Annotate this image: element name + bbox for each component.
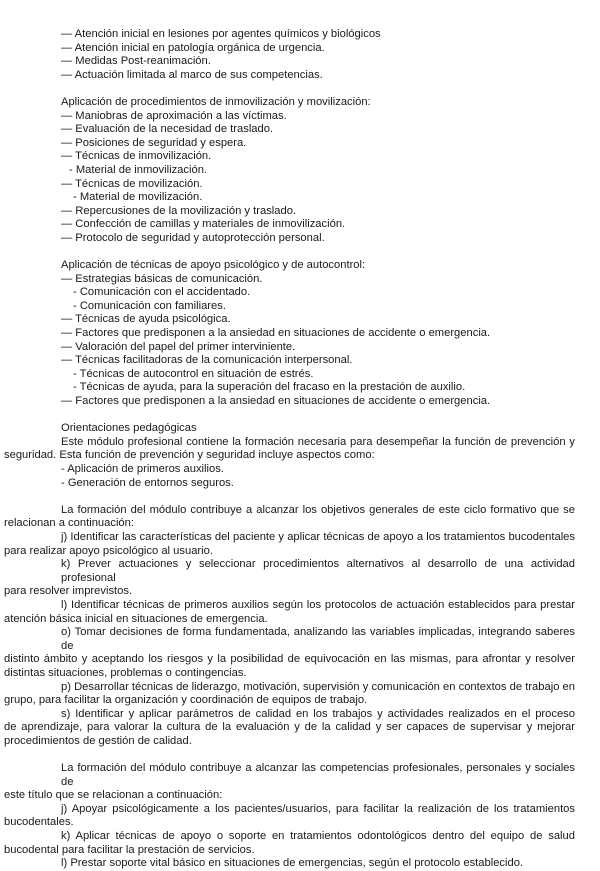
- paragraph-line: distinto ámbito y aceptando los riesgos y la posibilidad de equivocación en las mismas, para afrontar y resolver: [4, 653, 575, 666]
- section-heading: Orientaciones pedagógicas: [61, 422, 197, 435]
- paragraph-line: seguridad. Esta función de prevención y seguridad incluye aspectos como:: [4, 449, 375, 462]
- objective-item: k) Prever actuaciones y seleccionar procedimientos alternativos al desarrollo de una actividad profesional: [61, 558, 575, 584]
- list-item: — Posiciones de seguridad y espera.: [61, 136, 247, 149]
- paragraph-line: procedimientos de gestión de calidad.: [4, 734, 192, 747]
- objective-item: o) Tomar decisiones de forma fundamentada, analizando las variables implicadas, integrando saberes de: [61, 626, 575, 652]
- list-item: — Estrategias básicas de comunicación.: [61, 272, 263, 285]
- paragraph-line: atención básica inicial en situaciones de emergencia.: [4, 612, 268, 625]
- list-item: - Generación de entornos seguros.: [61, 476, 234, 489]
- orientaciones-section: [4, 422, 575, 490]
- objetivos-section: [4, 503, 575, 749]
- list-item: — Técnicas de ayuda psicológica.: [61, 313, 231, 326]
- paragraph-line: La formación del módulo contribuye a alcanzar las competencias profesionales, personales y sociales de: [61, 762, 575, 788]
- paragraph-line: La formación del módulo contribuye a alcanzar los objetivos generales de este ciclo formativo que se: [61, 503, 575, 516]
- list-item: — Atención inicial en patología orgánica de urgencia.: [61, 41, 325, 54]
- section-heading: Aplicación de procedimientos de inmovilización y movilización:: [61, 95, 371, 108]
- competency-item: l) Prestar soporte vital básico en situaciones de emergencias, según el protocolo establecido.: [61, 857, 524, 870]
- list-item: — Técnicas de inmovilización.: [61, 150, 212, 163]
- paragraph-line: para realizar apoyo psicológico al usuario.: [4, 544, 213, 557]
- list-item: — Actuación limitada al marco de sus competencias.: [61, 68, 323, 81]
- competencias-section: [4, 762, 575, 871]
- list-item: — Evaluación de la necesidad de traslado.: [61, 123, 274, 136]
- paragraph-line: distintas situaciones, problemas o contingencias.: [4, 666, 247, 679]
- list-subitem: - Comunicación con el accidentado.: [73, 286, 251, 299]
- paragraph-line: este título que se relacionan a continuación:: [4, 789, 223, 802]
- list-subitem: - Material de inmovilización.: [69, 163, 208, 176]
- list-subitem: - Comunicación con familiares.: [73, 299, 226, 312]
- list-item: — Factores que predisponen a la ansiedad en situaciones de accidente o emergencia.: [61, 327, 491, 340]
- paragraph-line: para resolver imprevistos.: [4, 585, 133, 598]
- list-item: — Técnicas facilitadoras de la comunicación interpersonal.: [61, 354, 353, 367]
- document-page: [4, 28, 575, 871]
- objective-item: p) Desarrollar técnicas de liderazgo, motivación, supervisión y comunicación en contextos de trabajo en: [61, 680, 575, 693]
- list-item: - Aplicación de primeros auxilios.: [61, 463, 224, 475]
- list-item: — Confección de camillas y materiales de inmovilización.: [61, 218, 346, 231]
- paragraph-line: grupo, para facilitar la organización y coordinación de equipos de trabajo.: [4, 694, 368, 707]
- list-subitem: - Material de movilización.: [73, 191, 203, 204]
- list-item: — Técnicas de movilización.: [61, 177, 203, 190]
- list-section-3: [61, 259, 575, 409]
- paragraph-line: bucodental para facilitar la prestación de servicios.: [4, 843, 255, 856]
- paragraph-line: relacionan a continuación:: [4, 517, 134, 530]
- list-item: — Repercusiones de la movilización y traslado.: [61, 204, 297, 217]
- list-subitem: - Técnicas de ayuda, para la superación del fracaso en la prestación de auxilio.: [73, 381, 466, 394]
- paragraph-line: de aprendizaje, para valorar la cultura de la evaluación y de la calidad y ser capaces de supervisar y mejorar: [4, 721, 575, 734]
- competency-item: j) Apoyar psicológicamente a los pacientes/usuarios, para facilitar la realización de los tratamientos: [61, 802, 575, 815]
- list-item: — Protocolo de seguridad y autoprotección personal.: [61, 231, 325, 244]
- paragraph-line: Este módulo profesional contiene la formación necesaria para desempeñar la función de prevención y: [61, 435, 575, 448]
- list-item: — Maniobras de aproximación a las víctimas.: [61, 109, 287, 122]
- list-item: — Medidas Post-reanimación.: [61, 55, 211, 68]
- list-subitem: - Técnicas de autocontrol en situación de estrés.: [73, 367, 314, 380]
- section-heading: Aplicación de técnicas de apoyo psicológico y de autocontrol:: [61, 259, 366, 272]
- competency-item: k) Aplicar técnicas de apoyo o soporte en tratamientos odontológicos dentro del equipo de salud: [61, 830, 575, 843]
- paragraph-line: bucodentales.: [4, 816, 74, 829]
- list-section-1: [61, 28, 575, 82]
- objective-item: j) Identificar las características del paciente y aplicar técnicas de apoyo a los tratamientos bucodentales: [61, 530, 575, 543]
- list-section-2: [61, 96, 575, 246]
- list-item: — Factores que predisponen a la ansiedad en situaciones de accidente o emergencia.: [61, 395, 491, 408]
- list-item: — Valoración del papel del primer interviniente.: [61, 340, 296, 353]
- list-item: — Atención inicial en lesiones por agentes químicos y biológicos: [61, 28, 381, 40]
- objective-item: s) Identificar y aplicar parámetros de calidad en los trabajos y actividades realizados en el proceso: [61, 707, 575, 720]
- objective-item: l) Identificar técnicas de primeros auxilios según los protocolos de actuación establecidos para prestar: [61, 598, 575, 611]
